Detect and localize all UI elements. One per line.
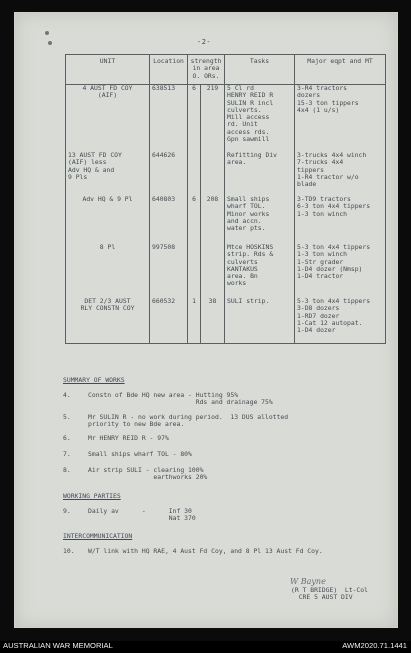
item-text: W/T link with HQ RAE, 4 Aust Fd Coy, and 8 Pl 13 Aust Fd Coy. xyxy=(88,547,323,555)
table-row xyxy=(66,152,386,196)
item-text: Constn of Bde HQ new area - Hutting 95% Rds and drainage 75% xyxy=(88,391,273,407)
cell-unit: 4 AUST FD COY (AIF) xyxy=(66,85,150,153)
item-text: Mr SULIN R - no work during period. 13 DUS allotted priority to new Bde area. xyxy=(88,413,289,429)
header-tasks: Tasks xyxy=(225,55,295,85)
cell-officers: 6 xyxy=(188,196,201,244)
cell-location: 997508 xyxy=(150,244,188,298)
document-page xyxy=(14,12,398,628)
punch-hole xyxy=(48,41,52,45)
footer-accession-number: AWM2020.71.1441 xyxy=(342,641,407,650)
cell-ors: 208 xyxy=(201,196,225,244)
units-table xyxy=(65,54,386,344)
cell-tasks: SULI strip. xyxy=(225,298,295,344)
footer-institution: AUSTRALIAN WAR MEMORIAL xyxy=(3,641,113,650)
archive-footer xyxy=(0,641,411,653)
header-unit: UNIT xyxy=(66,55,150,85)
cell-equipment: 5-3 ton 4x4 tippers 3-D8 dozers 1-RD7 dozer 1-Cat 12 autopat. 1-D4 dozer xyxy=(295,298,386,344)
table-header-row xyxy=(66,55,386,85)
cell-ors: 219 xyxy=(201,85,225,153)
item-number: 4. xyxy=(63,391,71,399)
cell-officers: 6 xyxy=(188,85,201,153)
cell-equipment: 3-trucks 4x4 winch 7-trucks 4x4 tippers 1-R4 tractor w/o blade xyxy=(295,152,386,196)
item-number: 5. xyxy=(63,413,71,421)
working-parties-heading: WORKING PARTIES xyxy=(63,492,121,500)
item-number: 9. xyxy=(63,507,71,515)
table-row xyxy=(66,196,386,244)
cell-equipment: 3-R4 tractors dozers 15-3 ton tippers 4x4 (1 u/s) xyxy=(295,85,386,153)
intercommunication-heading: INTERCOMMUNICATION xyxy=(63,532,133,540)
cell-ors: 38 xyxy=(201,298,225,344)
table-row xyxy=(66,85,386,153)
cell-unit: DET 2/3 AUST RLY CONSTN COY xyxy=(66,298,150,344)
cell-location: 644626 xyxy=(150,152,188,196)
table-row xyxy=(66,244,386,298)
cell-officers xyxy=(188,152,201,196)
item-text: Daily av - Inf 30 Nat 370 xyxy=(88,507,196,523)
cell-location: 660532 xyxy=(150,298,188,344)
item-number: 6. xyxy=(63,434,71,442)
cell-unit: 8 Pl xyxy=(66,244,150,298)
handwritten-signature: W Bayne xyxy=(290,577,326,586)
cell-tasks: Refitting Div area. xyxy=(225,152,295,196)
cell-tasks: Small ships wharf TOL. Minor works and accn. water pts. xyxy=(225,196,295,244)
item-number: 7. xyxy=(63,450,71,458)
cell-officers xyxy=(188,244,201,298)
page-number: -2- xyxy=(197,38,212,46)
item-text: Air strip SULI - clearing 100% earthworks 20% xyxy=(88,466,208,482)
item-number: 8. xyxy=(63,466,71,474)
signature-block: (R T BRIDGE) Lt-Col CRE 5 AUST DIV xyxy=(291,586,368,602)
header-equipment: Major eqpt and MT xyxy=(295,55,386,85)
item-text: Small ships wharf TOL - 80% xyxy=(88,450,192,458)
cell-tasks: Mtce HOSKINS strip. Rds & culverts KANTAKUS area. Bn works xyxy=(225,244,295,298)
item-number: 10. xyxy=(63,547,75,555)
cell-unit: Adv HQ & 9 Pl xyxy=(66,196,150,244)
cell-officers: 1 xyxy=(188,298,201,344)
cell-ors xyxy=(201,152,225,196)
cell-equipment: 3-TD9 tractors 6-3 ton 4x4 tippers 1-3 ton winch xyxy=(295,196,386,244)
header-location: Location xyxy=(150,55,188,85)
punch-hole xyxy=(45,31,49,35)
cell-location: 638513 xyxy=(150,85,188,153)
cell-tasks: 5 Cl rd HENRY REID R SULIN R incl culverts. Mill access rd. Unit access rds. Gpn sawmill xyxy=(225,85,295,153)
table-row xyxy=(66,298,386,344)
cell-ors xyxy=(201,244,225,298)
summary-heading: SUMMARY OF WORKS xyxy=(63,376,125,384)
cell-location: 640803 xyxy=(150,196,188,244)
header-strength: strength in area O. ORs. xyxy=(188,55,225,85)
cell-unit: 13 AUST FD COY (AIF) less Adv HQ & and 9 Pls xyxy=(66,152,150,196)
cell-equipment: 5-3 ton 4x4 tippers 1-3 ton winch 1-Str grader 1-D4 dozer (Nmsp) 1-D4 tractor xyxy=(295,244,386,298)
item-text: Mr HENRY REID R - 97% xyxy=(88,434,169,442)
